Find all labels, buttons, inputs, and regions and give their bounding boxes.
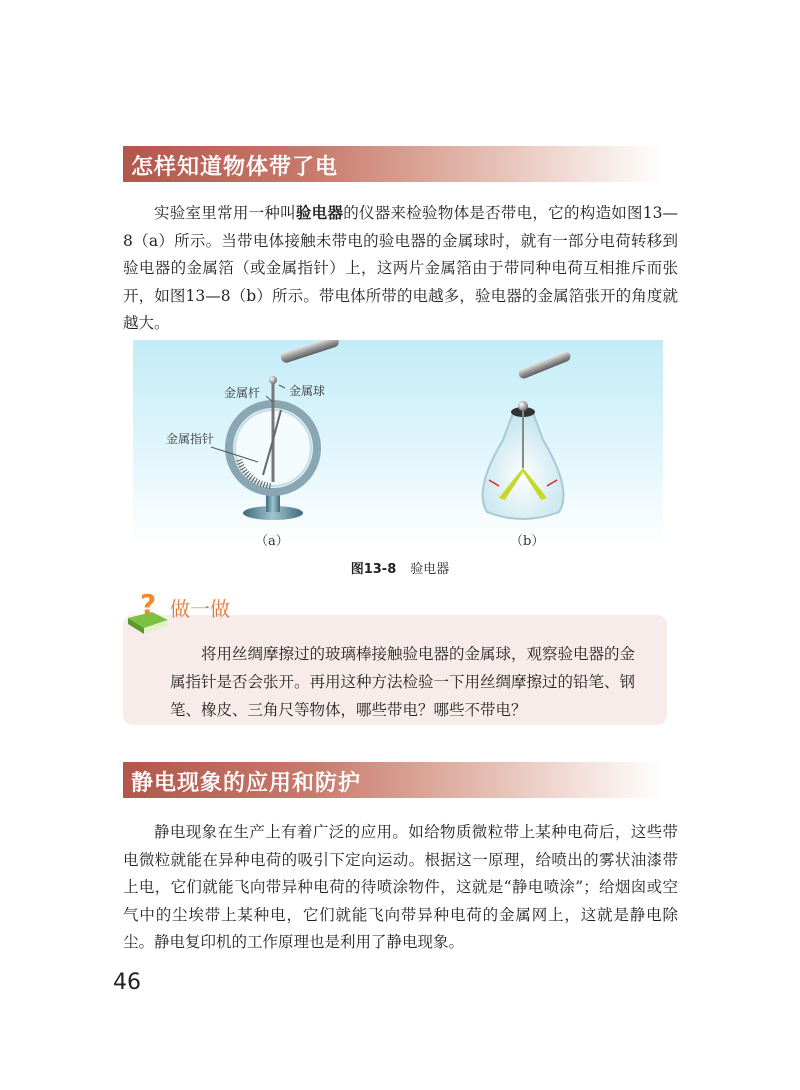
section-header-static-applications [123, 762, 663, 798]
activity-title: 做一做 [170, 597, 230, 621]
activity-text: 将用丝绸摩擦过的玻璃棒接触验电器的金属球，观察验电器的金属指针是否会张开。再用这种方法检验一下用丝绸摩擦过的铅笔、钢笔、橡皮、三角尺等物体，哪些带电？哪些不带电？ [170, 645, 636, 719]
figure-sublabel-b: （b） [510, 534, 545, 549]
figure-caption-text: 验电器 [410, 562, 450, 577]
label-metal-pointer: 金属指针 [166, 432, 215, 446]
figure-number: 图13-8 [350, 562, 397, 577]
figure-caption [0, 558, 800, 577]
section-title: 静电现象的应用和防护 [131, 771, 362, 796]
para-text-before: 实验室里常用一种叫 [154, 204, 296, 222]
label-metal-ball: 金属球 [289, 384, 326, 398]
label-metal-rod: 金属杆 [224, 386, 261, 400]
electroscope-a [211, 340, 340, 520]
key-term-electroscope: 验电器 [295, 204, 344, 222]
paragraph-static-applications: 静电现象在生产上有着广泛的应用。如给物质微粒带上某种电荷后，这些带电微粒就能在异种电荷的吸引下定向运动。根据这一原理，给喷出的雾状油漆带上电，它们就能飞向带异种电荷的待喷涂物件，这就是“静电喷涂”；给烟囱或空气中的尘埃带上某种电，它们就能飞向带异种电荷的金属网上，这就是静电除尘。静电复印机的工作原理也是利用了静电现象。 [123, 823, 678, 951]
figure-sublabel-a: （a） [255, 534, 289, 549]
figure-electroscope [133, 340, 663, 545]
paragraph-electroscope-intro [123, 200, 678, 338]
svg-text:?: ? [140, 588, 157, 621]
section-header-charge-detection [123, 146, 663, 182]
section-title: 怎样知道物体带了电 [131, 155, 339, 180]
electroscope-b [483, 350, 572, 519]
question-books-icon [124, 588, 172, 636]
para-text-after: 的仪器来检验物体是否带电，它的构造如图13—8（a）所示。当带电体接触未带电的验电器的金属球时，就有一部分电荷转移到验电器的金属箔（或金属指针）上，这两片金属箔由于带同种电荷互相推斥而张开，如图13—8（b）所示。带电体所带的电越多，验电器的金属箔张开的角度就越大。 [123, 204, 678, 332]
page-number: 46 [113, 970, 141, 995]
